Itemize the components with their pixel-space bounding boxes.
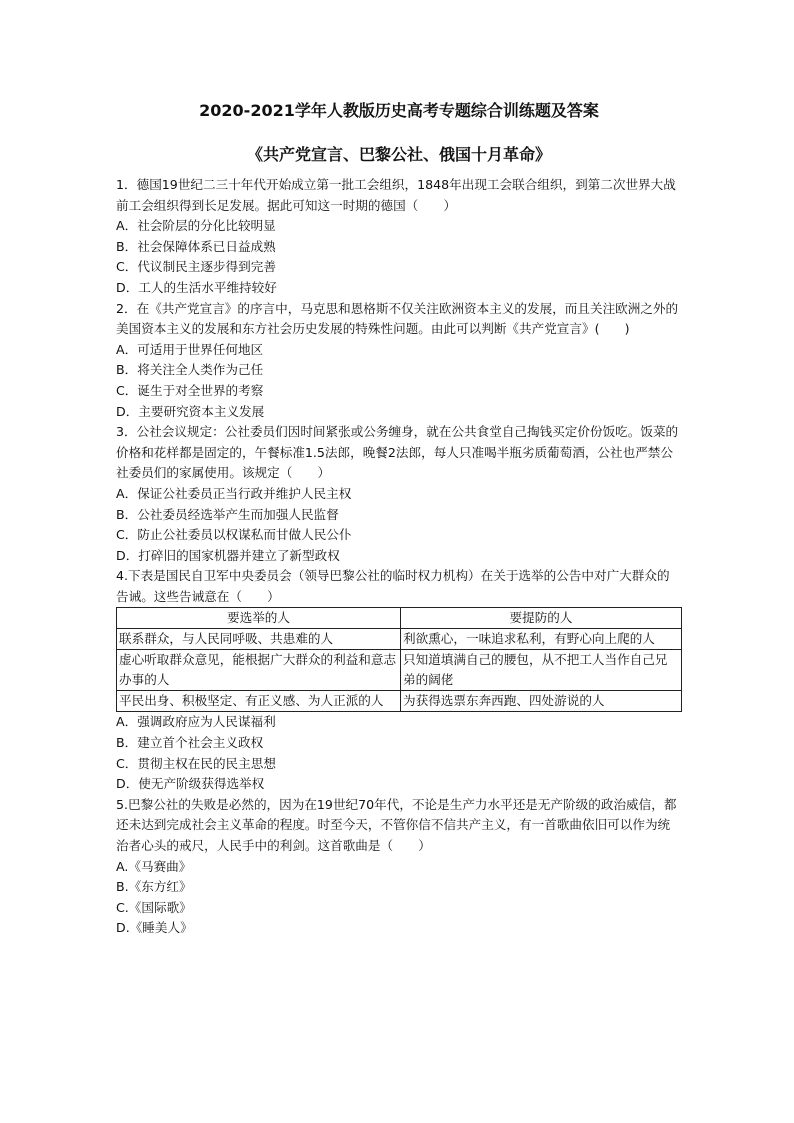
table-cell: 联系群众，与人民同呼吸、共患难的人 (117, 629, 401, 650)
table-row (117, 629, 682, 650)
option-b: B．将关注全人类作为己任 (116, 362, 264, 378)
table-cell: 利欲熏心，一味追求私利，有野心向上爬的人 (401, 629, 682, 650)
question-stem: 2．在《共产党宣言》的序言中，马克思和恩格斯不仅关注欧洲资本主义的发展，而且关注欧洲之外的美国资本主义的发展和东方社会历史发展的特殊性问题。由此可以判断《共产党宣言》( ) (116, 300, 679, 337)
table-cell: 平民出身、积极坚定、有正义感、为人正派的人 (117, 691, 401, 712)
option-c: C．防止公社委员以权谋私而甘做人民公仆 (116, 527, 352, 543)
table-header-row (117, 608, 682, 629)
document-page (116, 100, 682, 939)
table-cell: 虚心听取群众意见，能根据广大群众的利益和意志办事的人 (117, 650, 401, 691)
question-1 (116, 175, 682, 299)
option-b: B．建立首个社会主义政权 (116, 735, 264, 751)
table-header-cell: 要提防的人 (401, 608, 682, 629)
question-stem: 4.下表是国民自卫军中央委员会（领导巴黎公社的临时权力机构）在关于选举的公告中对广大群众的告诫。这些告诫意在（ ） (116, 568, 670, 604)
option-b: B．社会保障体系已日益成熟 (116, 238, 276, 254)
question-stem: 1．德国19世纪二三十年代开始成立第一批工会组织，1848年出现工会联合组织，到第二次世界大战前工会组织得到长足发展。据此可知这一时期的德国（ ） (116, 177, 676, 213)
election-table (116, 607, 682, 712)
table-header-cell: 要选举的人 (117, 608, 401, 629)
option-b: B．公社委员经选举产生而加强人民监督 (116, 506, 339, 522)
question-3 (116, 422, 682, 566)
option-d: D．主要研究资本主义发展 (116, 403, 265, 419)
option-c: C.《国际歌》 (116, 899, 192, 915)
option-c: C．代议制民主逐步得到完善 (116, 259, 276, 275)
question-5 (116, 795, 682, 939)
question-4 (116, 566, 682, 795)
option-c: C．贯彻主权在民的民主思想 (116, 755, 276, 771)
option-a: A．保证公社委员正当行政并维护人民主权 (116, 485, 352, 501)
table-row (117, 650, 682, 691)
option-c: C．诞生于对全世界的考察 (116, 382, 264, 398)
document-subtitle: 《共产党宣言、巴黎公社、俄国十月革命》 (246, 145, 551, 164)
option-a: A．可适用于世界任何地区 (116, 341, 264, 357)
option-d: D.《睡美人》 (116, 920, 193, 936)
question-stem: 3．公社会议规定：公社委员们因时间紧张或公务缠身，就在公共食堂自己掏钱买定价份饭吃。饭菜的价格和花样都是固定的，午餐标准1.5法郎，晚餐2法郎，每人只准喝半瓶劣质葡萄酒，公社也严禁公社委员们的家属使用。该规定（ ） (116, 424, 679, 481)
table-cell: 为获得选票东奔西跑、四处游说的人 (401, 691, 682, 712)
option-d: D．使无产阶级获得选举权 (116, 776, 265, 792)
option-a: A.《马赛曲》 (116, 858, 192, 874)
table-row (117, 691, 682, 712)
question-2 (116, 299, 682, 423)
option-a: A．社会阶层的分化比较明显 (116, 218, 276, 234)
document-title: 2020-2021学年人教版历史高考专题综合训练题及答案 (199, 101, 599, 120)
option-a: A．强调政府应为人民谋福利 (116, 714, 276, 730)
option-d: D．打碎旧的国家机器并建立了新型政权 (116, 547, 340, 563)
table-cell: 只知道填满自己的腰包，从不把工人当作自己兄弟的阔佬 (401, 650, 682, 691)
option-b: B.《东方红》 (116, 879, 192, 895)
question-stem: 5.巴黎公社的失败是必然的，因为在19世纪70年代，不论是生产力水平还是无产阶级的政治威信，都还未达到完成社会主义革命的程度。时至今天，不管你信不信共产主义，有一首歌曲依旧可以作为统治者心头的戒尺，人民手中的利剑。这首歌曲是（ ） (116, 796, 677, 854)
option-d: D．工人的生活水平维持较好 (116, 279, 277, 295)
